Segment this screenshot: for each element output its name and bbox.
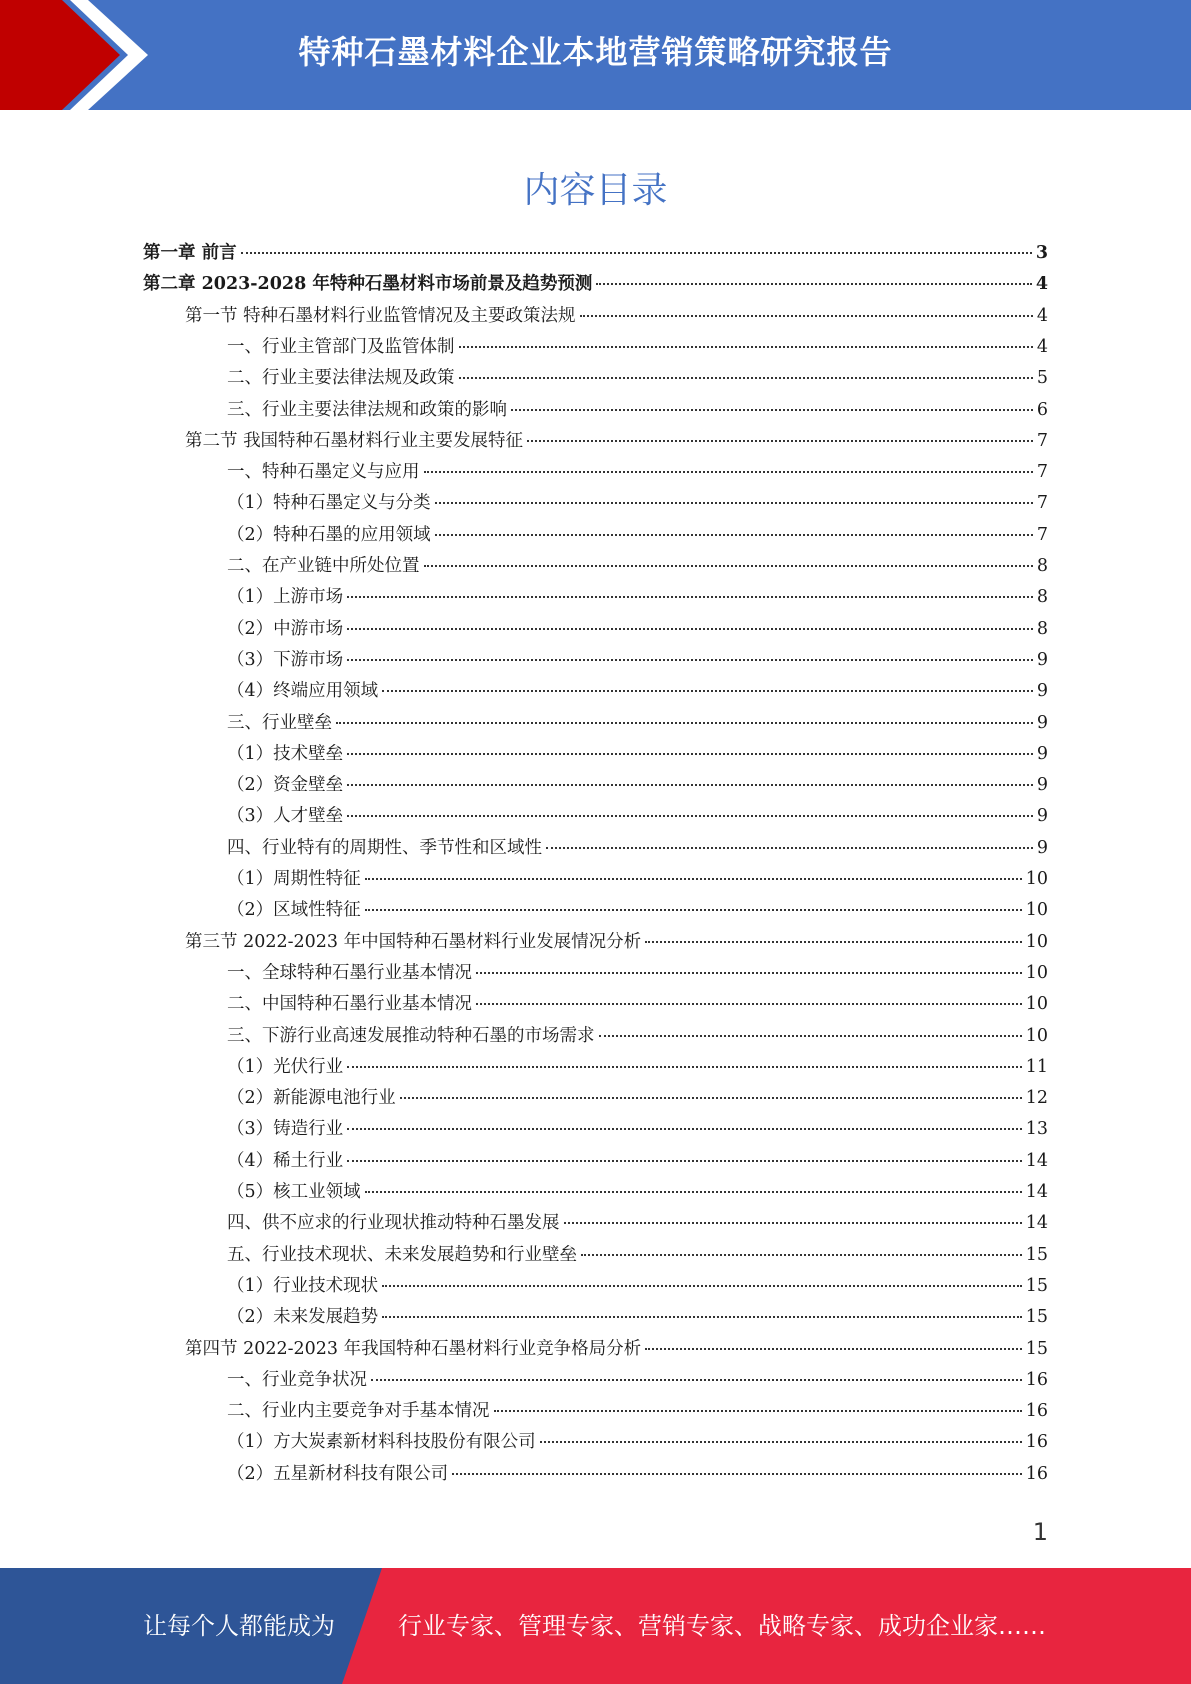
toc-entry[interactable] xyxy=(227,989,1048,1020)
toc-dot-leader xyxy=(596,283,1031,285)
toc-entry-title: （2）区域性特征 xyxy=(227,900,361,921)
toc-dot-leader xyxy=(645,1348,1022,1350)
toc-entry-page: 4 xyxy=(1036,305,1048,326)
toc-entry-page: 13 xyxy=(1025,1119,1048,1140)
toc-entry-page: 5 xyxy=(1036,368,1048,389)
toc-entry[interactable] xyxy=(227,645,1048,676)
toc-dot-leader xyxy=(476,972,1022,974)
toc-dot-leader xyxy=(347,1160,1022,1162)
toc-dot-leader xyxy=(347,596,1033,598)
toc-entry[interactable] xyxy=(185,1334,1048,1365)
toc-entry-title: 五、行业技术现状、未来发展趋势和行业壁垒 xyxy=(227,1244,577,1265)
toc-dot-leader xyxy=(347,753,1033,755)
toc-dot-leader xyxy=(564,1222,1022,1224)
toc-entry[interactable] xyxy=(227,363,1048,394)
toc-entry[interactable] xyxy=(227,1271,1048,1302)
toc-entry-page: 9 xyxy=(1036,649,1048,670)
toc-entry[interactable] xyxy=(143,238,1048,269)
toc-entry-page: 9 xyxy=(1036,712,1048,733)
toc-entry-title: 四、供不应求的行业现状推动特种石墨发展 xyxy=(227,1213,560,1234)
toc-entry-title: （1）技术壁垒 xyxy=(227,743,344,764)
toc-dot-leader xyxy=(527,440,1033,442)
toc-entry-title: （2）中游市场 xyxy=(227,618,344,639)
toc-entry-page: 10 xyxy=(1025,931,1048,952)
toc-entry[interactable] xyxy=(227,739,1048,770)
toc-entry-page: 14 xyxy=(1025,1213,1048,1234)
toc-entry-title: （1）上游市场 xyxy=(227,587,344,608)
toc-entry-title: （1）方大炭素新材料科技股份有限公司 xyxy=(227,1432,536,1453)
toc-entry-title: 四、行业特有的周期性、季节性和区域性 xyxy=(227,837,542,858)
page-number: 1 xyxy=(1032,1518,1048,1546)
toc-entry-title: （2）特种石墨的应用领域 xyxy=(227,524,431,545)
toc-dot-leader xyxy=(336,722,1033,724)
toc-dot-leader xyxy=(476,1003,1022,1005)
toc-dot-leader xyxy=(435,534,1033,536)
report-title: 特种石墨材料企业本地营销策略研究报告 xyxy=(298,33,893,71)
toc-entry-title: 一、全球特种石墨行业基本情况 xyxy=(227,962,472,983)
toc-entry-title: 三、下游行业高速发展推动特种石墨的市场需求 xyxy=(227,1025,595,1046)
toc-entry-title: （2）资金壁垒 xyxy=(227,775,344,796)
toc-entry[interactable] xyxy=(227,1052,1048,1083)
toc-entry[interactable] xyxy=(227,801,1048,832)
toc-entry-title: （3）人才壁垒 xyxy=(227,806,344,827)
toc-entry-title: （1）周期性特征 xyxy=(227,869,361,889)
toc-entry-page: 15 xyxy=(1025,1275,1048,1296)
toc-entry-page: 16 xyxy=(1025,1463,1048,1484)
toc-dot-leader xyxy=(347,1128,1022,1130)
toc-entry[interactable] xyxy=(227,1365,1048,1396)
toc-entry-page: 15 xyxy=(1025,1338,1048,1359)
toc-entry-page: 8 xyxy=(1036,556,1048,576)
toc-dot-leader xyxy=(382,690,1033,692)
toc-entry-page: 15 xyxy=(1025,1244,1048,1265)
toc-entry-title: 第一节 特种石墨材料行业监管情况及主要政策法规 xyxy=(185,305,576,326)
toc-entry-page: 10 xyxy=(1025,994,1048,1015)
toc-entry-page: 15 xyxy=(1025,1307,1048,1328)
toc-entry-title: 第四节 2022-2023 年我国特种石墨材料行业竞争格局分析 xyxy=(185,1338,642,1359)
toc-entry-title: （1）光伏行业 xyxy=(227,1056,344,1077)
toc-entry-title: （5）核工业领域 xyxy=(227,1182,361,1202)
toc-entry[interactable] xyxy=(143,269,1048,300)
toc-dot-leader xyxy=(347,815,1033,817)
toc-dot-leader xyxy=(435,502,1033,504)
toc-entry[interactable] xyxy=(227,1146,1048,1177)
toc-entry[interactable] xyxy=(227,551,1048,582)
toc-entry[interactable] xyxy=(227,1302,1048,1333)
toc-dot-leader xyxy=(494,1410,1022,1412)
toc-entry-title: （3）铸造行业 xyxy=(227,1119,344,1140)
toc-dot-leader xyxy=(382,1285,1022,1287)
toc-dot-leader xyxy=(546,847,1033,849)
toc-entry[interactable] xyxy=(227,864,1048,895)
toc-entry-title: 一、特种石墨定义与应用 xyxy=(227,462,420,483)
header-arrow-graphic xyxy=(0,0,160,110)
toc-dot-leader xyxy=(347,1066,1022,1068)
toc-dot-leader xyxy=(400,1097,1022,1099)
toc-entry-title: 第一章 前言 xyxy=(143,243,237,263)
toc-entry-title: （1）行业技术现状 xyxy=(227,1275,379,1296)
toc-entry-title: 一、行业竞争状况 xyxy=(227,1369,367,1390)
toc-entry-title: （4）稀土行业 xyxy=(227,1150,344,1171)
toc-entry-title: 三、行业主要法律法规和政策的影响 xyxy=(227,399,507,420)
toc-entry-page: 9 xyxy=(1036,775,1048,796)
toc-entry-page: 7 xyxy=(1036,462,1048,483)
toc-dot-leader xyxy=(382,1316,1022,1318)
toc-heading: 内容目录 xyxy=(523,170,668,211)
toc-entry[interactable] xyxy=(227,582,1048,613)
toc-entry[interactable] xyxy=(227,1208,1048,1239)
toc-entry-title: 二、在产业链中所处位置 xyxy=(227,556,420,576)
toc-entry-page: 4 xyxy=(1036,336,1048,357)
toc-entry[interactable] xyxy=(227,1114,1048,1145)
toc-dot-leader xyxy=(424,565,1033,567)
toc-entry-title: 一、行业主管部门及监管体制 xyxy=(227,336,455,357)
footer-band xyxy=(0,1568,1191,1684)
toc-entry[interactable] xyxy=(227,1083,1048,1114)
toc-entry-title: （2）新能源电池行业 xyxy=(227,1088,396,1109)
toc-entry-page: 4 xyxy=(1035,274,1048,295)
toc-entry[interactable] xyxy=(227,1177,1048,1208)
toc-entry-page: 16 xyxy=(1025,1432,1048,1453)
toc-entry-title: 第三节 2022-2023 年中国特种石墨材料行业发展情况分析 xyxy=(185,931,642,952)
toc-dot-leader xyxy=(241,252,1032,254)
header-band xyxy=(0,0,1191,110)
toc-entry-page: 7 xyxy=(1036,524,1048,545)
toc-entry[interactable] xyxy=(227,457,1048,488)
toc-entry-page: 10 xyxy=(1025,869,1048,889)
toc-entry-title: （3）下游市场 xyxy=(227,649,344,670)
toc-entry[interactable] xyxy=(227,1396,1048,1427)
toc-dot-leader xyxy=(424,471,1033,473)
toc-entry[interactable] xyxy=(227,708,1048,739)
toc-entry-page: 8 xyxy=(1036,587,1048,608)
toc-entry-title: （1）特种石墨定义与分类 xyxy=(227,493,431,514)
toc-entry-page: 3 xyxy=(1035,243,1048,263)
toc-dot-leader xyxy=(580,315,1033,317)
toc-entry[interactable] xyxy=(227,833,1048,864)
toc-entry-page: 16 xyxy=(1025,1401,1048,1422)
toc-entry-page: 14 xyxy=(1025,1150,1048,1171)
toc-entry-title: 三、行业壁垒 xyxy=(227,712,332,733)
toc-dot-leader xyxy=(459,346,1033,348)
toc-entry[interactable] xyxy=(227,958,1048,989)
footer-slogan-right: 行业专家、管理专家、营销专家、战略专家、成功企业家…… xyxy=(398,1612,1046,1640)
toc-entry-page: 14 xyxy=(1025,1182,1048,1202)
toc-dot-leader xyxy=(347,784,1033,786)
toc-entry-page: 6 xyxy=(1036,399,1048,420)
toc-entry[interactable] xyxy=(227,1240,1048,1271)
toc-entry-page: 12 xyxy=(1025,1088,1048,1109)
toc-entry-page: 8 xyxy=(1036,618,1048,639)
toc-entry[interactable] xyxy=(185,426,1048,457)
toc-entry-page: 16 xyxy=(1025,1369,1048,1390)
toc-dot-leader xyxy=(365,909,1022,911)
toc-entry[interactable] xyxy=(185,927,1048,958)
toc-entry-title: （2）未来发展趋势 xyxy=(227,1307,379,1328)
toc-entry-page: 10 xyxy=(1025,962,1048,983)
toc-dot-leader xyxy=(645,941,1022,943)
toc-entry[interactable] xyxy=(227,1459,1048,1490)
toc-entry[interactable] xyxy=(227,1427,1048,1458)
toc-entry-title: 第二章 2023-2028 年特种石墨材料市场前景及趋势预测 xyxy=(143,274,593,295)
toc-dot-leader xyxy=(371,1379,1022,1381)
toc-entry[interactable] xyxy=(227,770,1048,801)
toc-entry-page: 7 xyxy=(1036,430,1048,451)
toc-dot-leader xyxy=(540,1441,1022,1443)
toc-entry-page: 10 xyxy=(1025,900,1048,921)
toc-dot-leader xyxy=(452,1473,1022,1475)
toc-entry[interactable] xyxy=(227,520,1048,551)
toc-dot-leader xyxy=(347,628,1033,630)
toc-entry-page: 7 xyxy=(1036,493,1048,514)
toc-dot-leader xyxy=(365,878,1022,880)
toc-entry-title: （2）五星新材科技有限公司 xyxy=(227,1463,449,1484)
toc-entry[interactable] xyxy=(185,301,1048,332)
toc-entry[interactable] xyxy=(227,1021,1048,1052)
toc-entry-page: 9 xyxy=(1036,681,1048,702)
toc-entry[interactable] xyxy=(227,332,1048,363)
toc-dot-leader xyxy=(459,377,1033,379)
toc-dot-leader xyxy=(599,1035,1022,1037)
toc-entry-title: （4）终端应用领域 xyxy=(227,681,379,702)
toc-dot-leader xyxy=(511,409,1033,411)
toc-entry-title: 第二节 我国特种石墨材料行业主要发展特征 xyxy=(185,430,524,451)
toc-entry-page: 10 xyxy=(1025,1025,1048,1046)
toc-entry[interactable] xyxy=(227,395,1048,426)
toc-dot-leader xyxy=(365,1191,1022,1193)
toc-entry-title: 二、中国特种石墨行业基本情况 xyxy=(227,994,472,1015)
toc-entry-page: 9 xyxy=(1036,837,1048,858)
toc-dot-leader xyxy=(581,1254,1022,1256)
toc-entry-page: 9 xyxy=(1036,743,1048,764)
toc-entry[interactable] xyxy=(227,895,1048,926)
toc-entry-title: 二、行业主要法律法规及政策 xyxy=(227,368,455,389)
toc-entry[interactable] xyxy=(227,676,1048,707)
toc-dot-leader xyxy=(347,659,1033,661)
toc-entry-page: 11 xyxy=(1025,1056,1048,1077)
toc-entry[interactable] xyxy=(227,614,1048,645)
toc-entry[interactable] xyxy=(227,488,1048,519)
footer-slogan-left: 让每个人都能成为 xyxy=(143,1612,335,1640)
toc-entry-title: 二、行业内主要竞争对手基本情况 xyxy=(227,1401,490,1422)
toc-entry-page: 9 xyxy=(1036,806,1048,827)
